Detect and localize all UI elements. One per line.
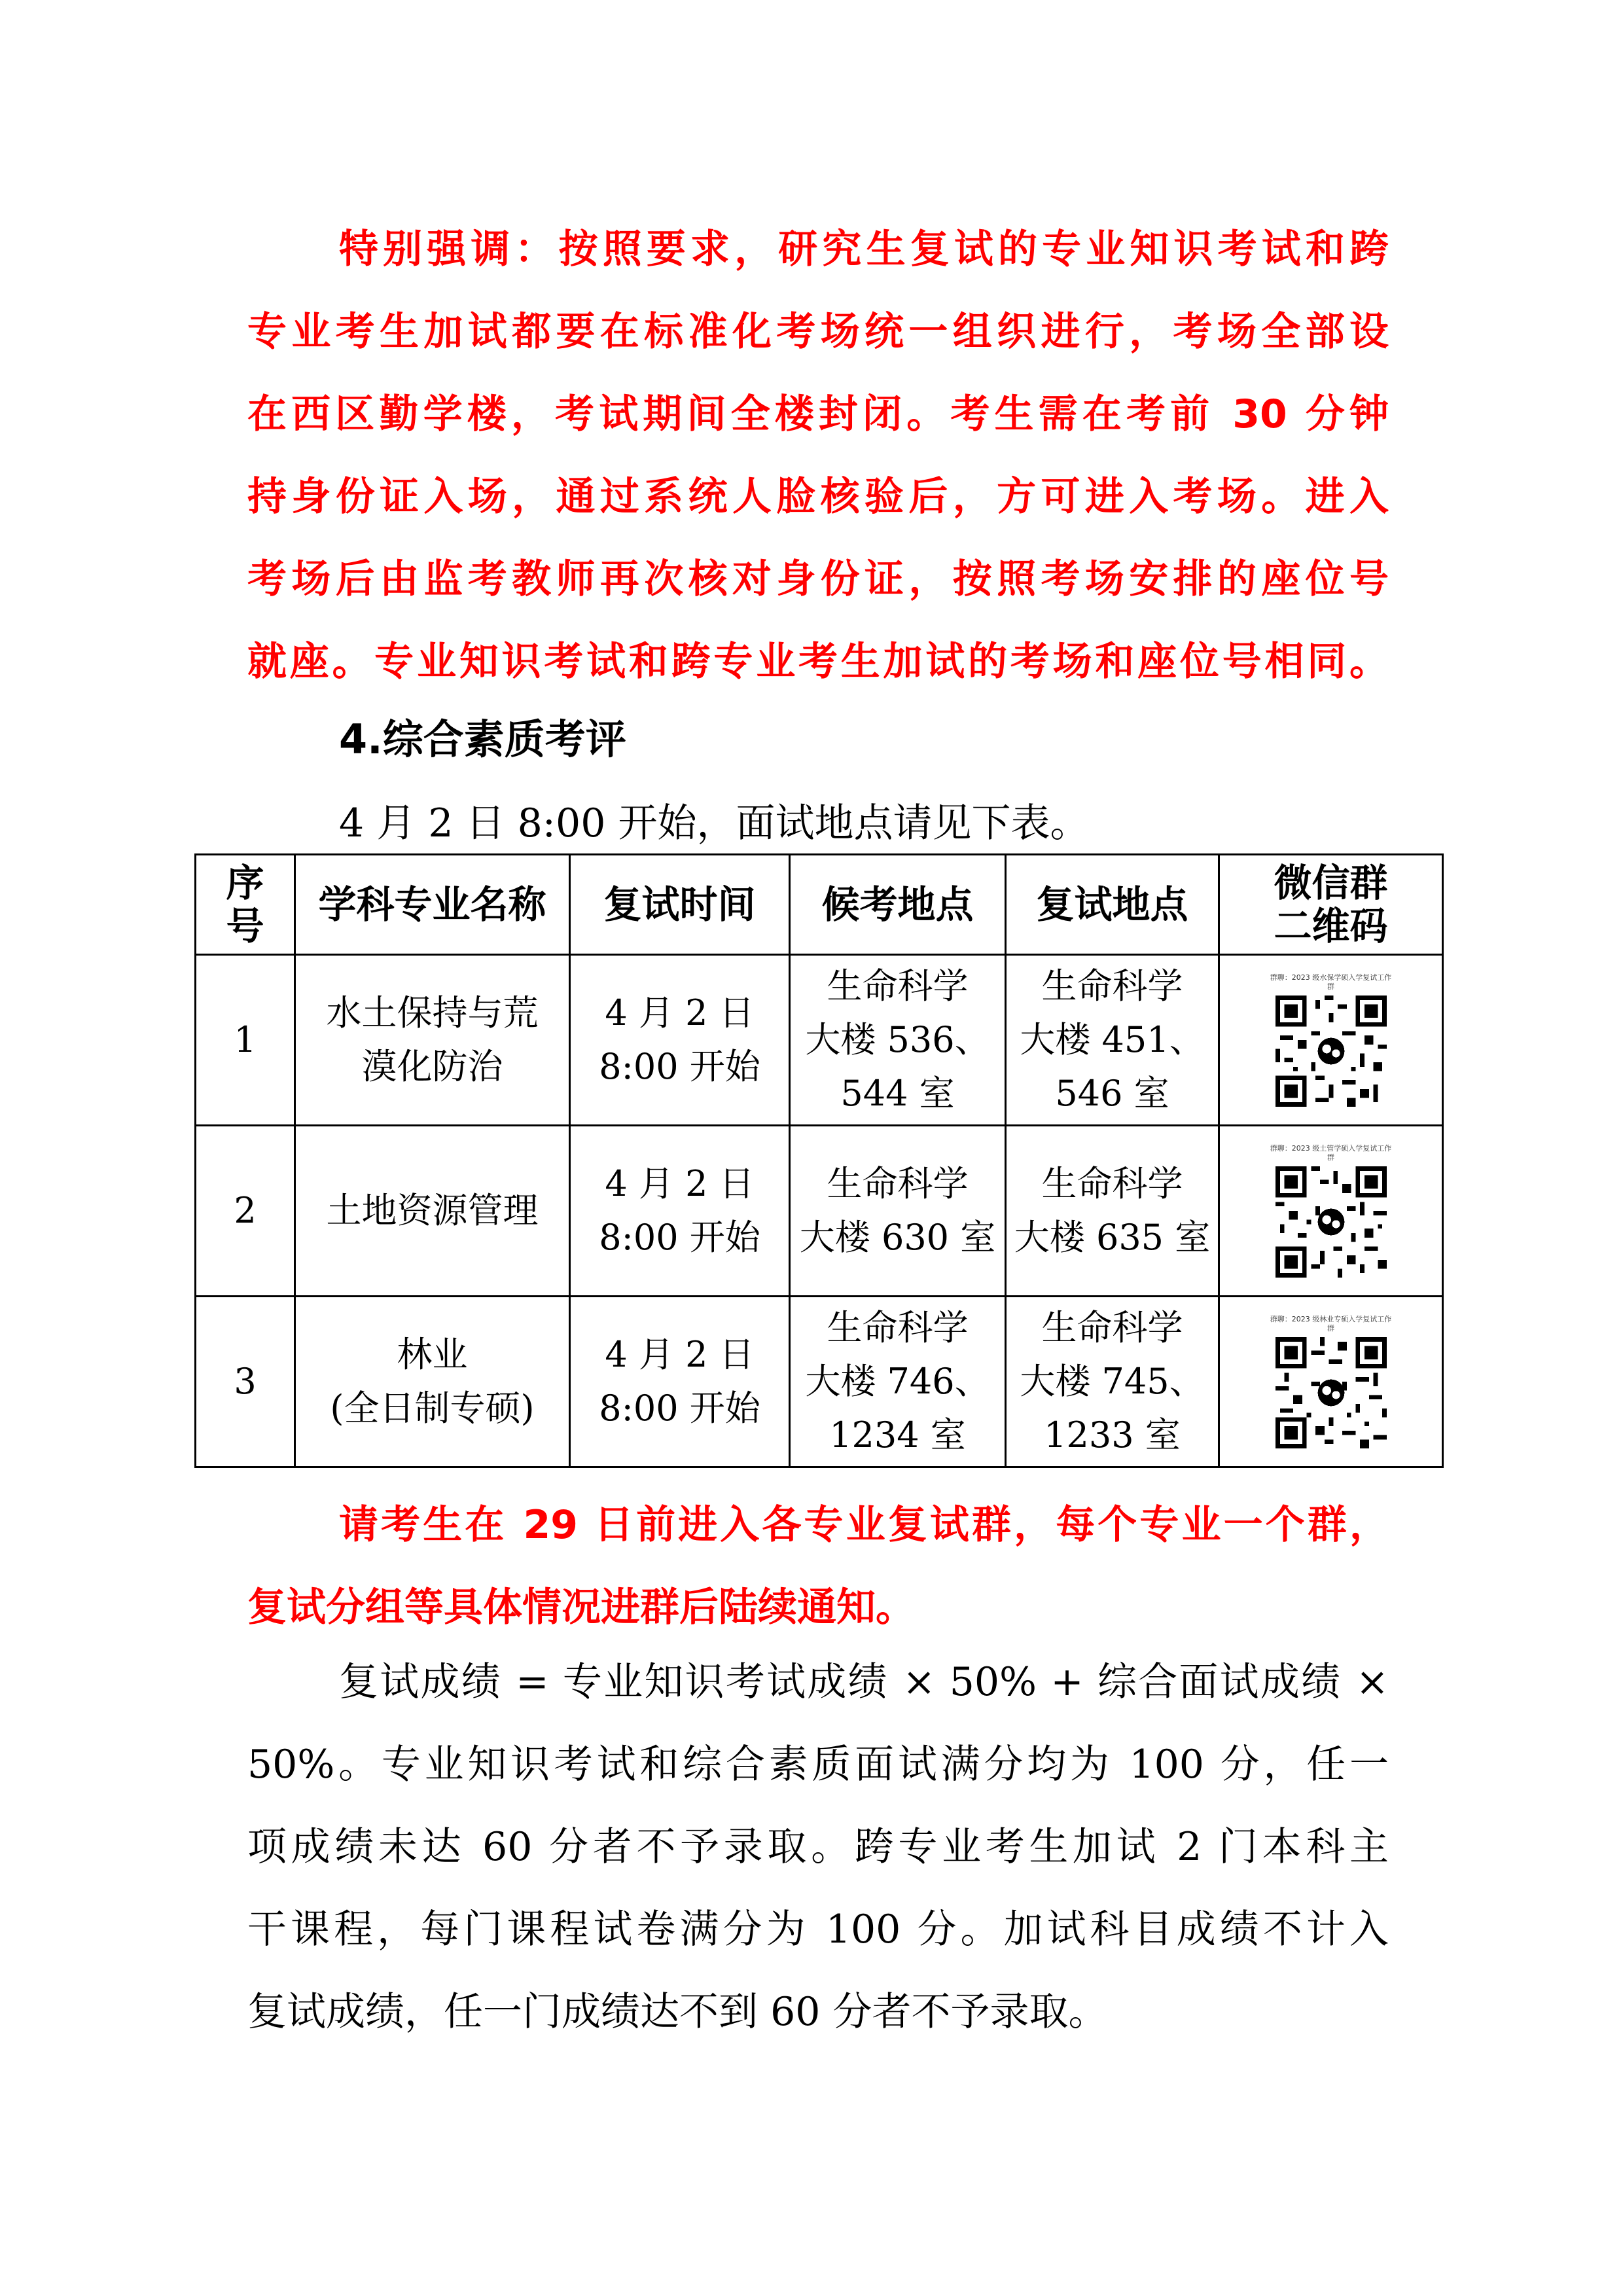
emphasis-line: 在西区勤学楼，考试期间全楼封闭。考生需在考前 30 分钟 [247,391,1389,437]
row-wechat [1219,1297,1443,1467]
emphasis-line: 持身份证入场，通过系统人脸核验后，方可进入考场。进入 [247,474,1389,520]
emphasis-line: 特别强调：按照要求，研究生复试的专业知识考试和跨 [339,226,1389,272]
emphasis-line: 专业考生加试都要在标准化考场统一组织进行，考场全部设 [247,309,1389,355]
notice-line: 复试分组等具体情况进群后陆续通知。 [247,1585,915,1630]
table-row [196,1126,1443,1297]
row-time: 4 月 2 日 8:00 开始 [570,955,790,1126]
row-wechat [1219,955,1443,1126]
wechat-qr-code-icon [1275,1166,1387,1278]
row-time: 4 月 2 日 8:00 开始 [570,1297,790,1467]
header-time: 复试时间 [570,855,790,955]
table-header-row [196,855,1443,955]
row-location: 生命科学 大楼 745、 1233 室 [1006,1297,1219,1467]
qr-caption: 群聊：2023 级林业专硕入学复试工作群 [1270,1315,1392,1333]
wechat-qr-code-icon [1275,996,1387,1107]
table-row [196,1297,1443,1467]
header-waiting: 候考地点 [790,855,1006,955]
row-index: 2 [196,1126,295,1297]
header-location: 复试地点 [1006,855,1219,955]
emphasis-line: 就座。专业知识考试和跨专业考生加试的考场和座位号相同。 [247,639,1389,685]
table-row [196,955,1443,1126]
row-waiting: 生命科学 大楼 746、 1234 室 [790,1297,1006,1467]
formula-line: 项成绩未达 60 分者不予录取。跨专业考生加试 2 门本科主 [247,1824,1389,1870]
row-wechat [1219,1126,1443,1297]
header-wechat: 微信群 二维码 [1219,855,1443,955]
row-location: 生命科学 大楼 451、 546 室 [1006,955,1219,1126]
score-formula-paragraph [247,1641,1389,2053]
row-waiting: 生命科学 大楼 536、 544 室 [790,955,1006,1126]
row-location: 生命科学 大楼 635 室 [1006,1126,1219,1297]
header-major: 学科专业名称 [295,855,570,955]
emphasis-line: 考场后由监考教师再次核对身份证，按照考场安排的座位号 [247,556,1389,602]
row-waiting: 生命科学 大楼 630 室 [790,1126,1006,1297]
group-notice [247,1484,1389,1649]
qr-caption: 群聊：2023 级水保学硕入学复试工作群 [1270,973,1392,991]
row-major: 水土保持与荒 漠化防治 [295,955,570,1126]
formula-line: 复试成绩 = 专业知识考试成绩 × 50% + 综合面试成绩 × [339,1659,1389,1705]
emphasis-paragraph [247,208,1389,703]
wechat-qr-code-icon [1275,1337,1387,1448]
header-index: 序 号 [196,855,295,955]
interview-schedule-table [194,853,1444,1468]
row-index: 1 [196,955,295,1126]
row-major: 土地资源管理 [295,1126,570,1297]
section-heading: 4.综合素质考评 [339,715,626,763]
formula-line: 复试成绩，任一门成绩达不到 60 分者不予录取。 [247,1989,1108,2035]
notice-line: 请考生在 29 日前进入各专业复试群，每个专业一个群， [339,1502,1389,1548]
section-intro: 4 月 2 日 8:00 开始，面试地点请见下表。 [339,800,1090,846]
row-major: 林业 (全日制专硕) [295,1297,570,1467]
row-index: 3 [196,1297,295,1467]
formula-line: 50%。专业知识考试和综合素质面试满分均为 100 分，任一 [247,1742,1389,1787]
formula-line: 干课程，每门课程试卷满分为 100 分。加试科目成绩不计入 [247,1907,1389,1952]
qr-caption: 群聊：2023 级土管学硕入学复试工作群 [1270,1144,1392,1162]
row-time: 4 月 2 日 8:00 开始 [570,1126,790,1297]
